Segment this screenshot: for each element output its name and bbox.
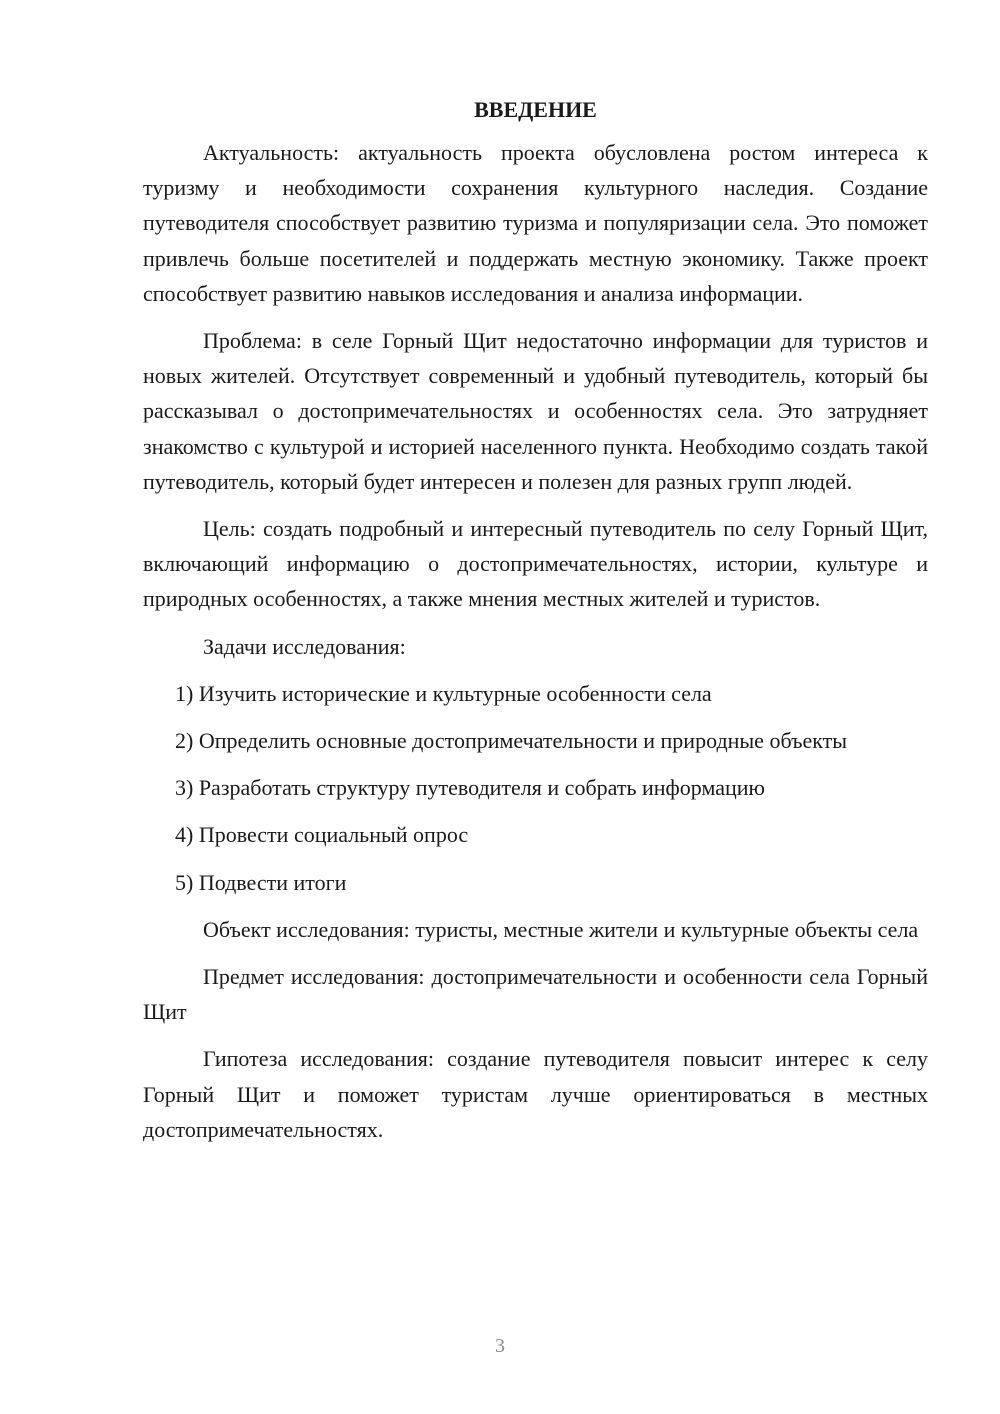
task-item-5: 5) Подвести итоги bbox=[175, 869, 347, 895]
section-title: ВВЕДЕНИЕ bbox=[474, 97, 597, 122]
task-item-2: 2) Определить основные достопримечательности и природные объекты bbox=[175, 728, 848, 754]
document-page bbox=[143, 95, 928, 1159]
paragraph-subject: Предмет исследования: достопримечательности и особенности села Горный Щит bbox=[143, 964, 928, 1025]
paragraph-problem: Проблема: в селе Горный Щит недостаточно информации для туристов и новых жителей. Отсутствует современный и удобный путеводитель, который бы рассказывал о достопримечательностях и особенностях села. Это затрудняет знакомство с культурой и историей населенного пункта. Необходимо создать такой путеводитель, который будет интересен и полезен для разных групп людей. bbox=[143, 328, 928, 494]
paragraph-object: Объект исследования: туристы, местные жители и культурные объекты села bbox=[203, 916, 919, 942]
paragraph-goal: Цель: создать подробный и интересный путеводитель по селу Горный Щит, включающий информацию о достопримечательностях, истории, культуре и природных особенностях, а также мнения местных жителей и туристов. bbox=[143, 516, 928, 612]
paragraph-tasks-heading: Задачи исследования: bbox=[203, 633, 406, 659]
page-number: 3 bbox=[495, 1335, 505, 1357]
task-item-3: 3) Разработать структуру путеводителя и собрать информацию bbox=[175, 775, 765, 801]
paragraph-relevance: Актуальность: актуальность проекта обусловлена ростом интереса к туризму и необходимости сохранения культурного наследия. Создание путеводителя способствует развитию туризма и популяризации села. Это поможет привлечь больше посетителей и поддержать местную экономику. Также проект способствует развитию навыков исследования и анализа информации. bbox=[143, 140, 928, 306]
paragraph-hypothesis: Гипотеза исследования: создание путеводителя повысит интерес к селу Горный Щит и поможет туристам лучше ориентироваться в местных достопримечательностях. bbox=[143, 1046, 928, 1142]
task-item-1: 1) Изучить исторические и культурные особенности села bbox=[175, 680, 712, 706]
task-item-4: 4) Провести социальный опрос bbox=[175, 822, 469, 848]
